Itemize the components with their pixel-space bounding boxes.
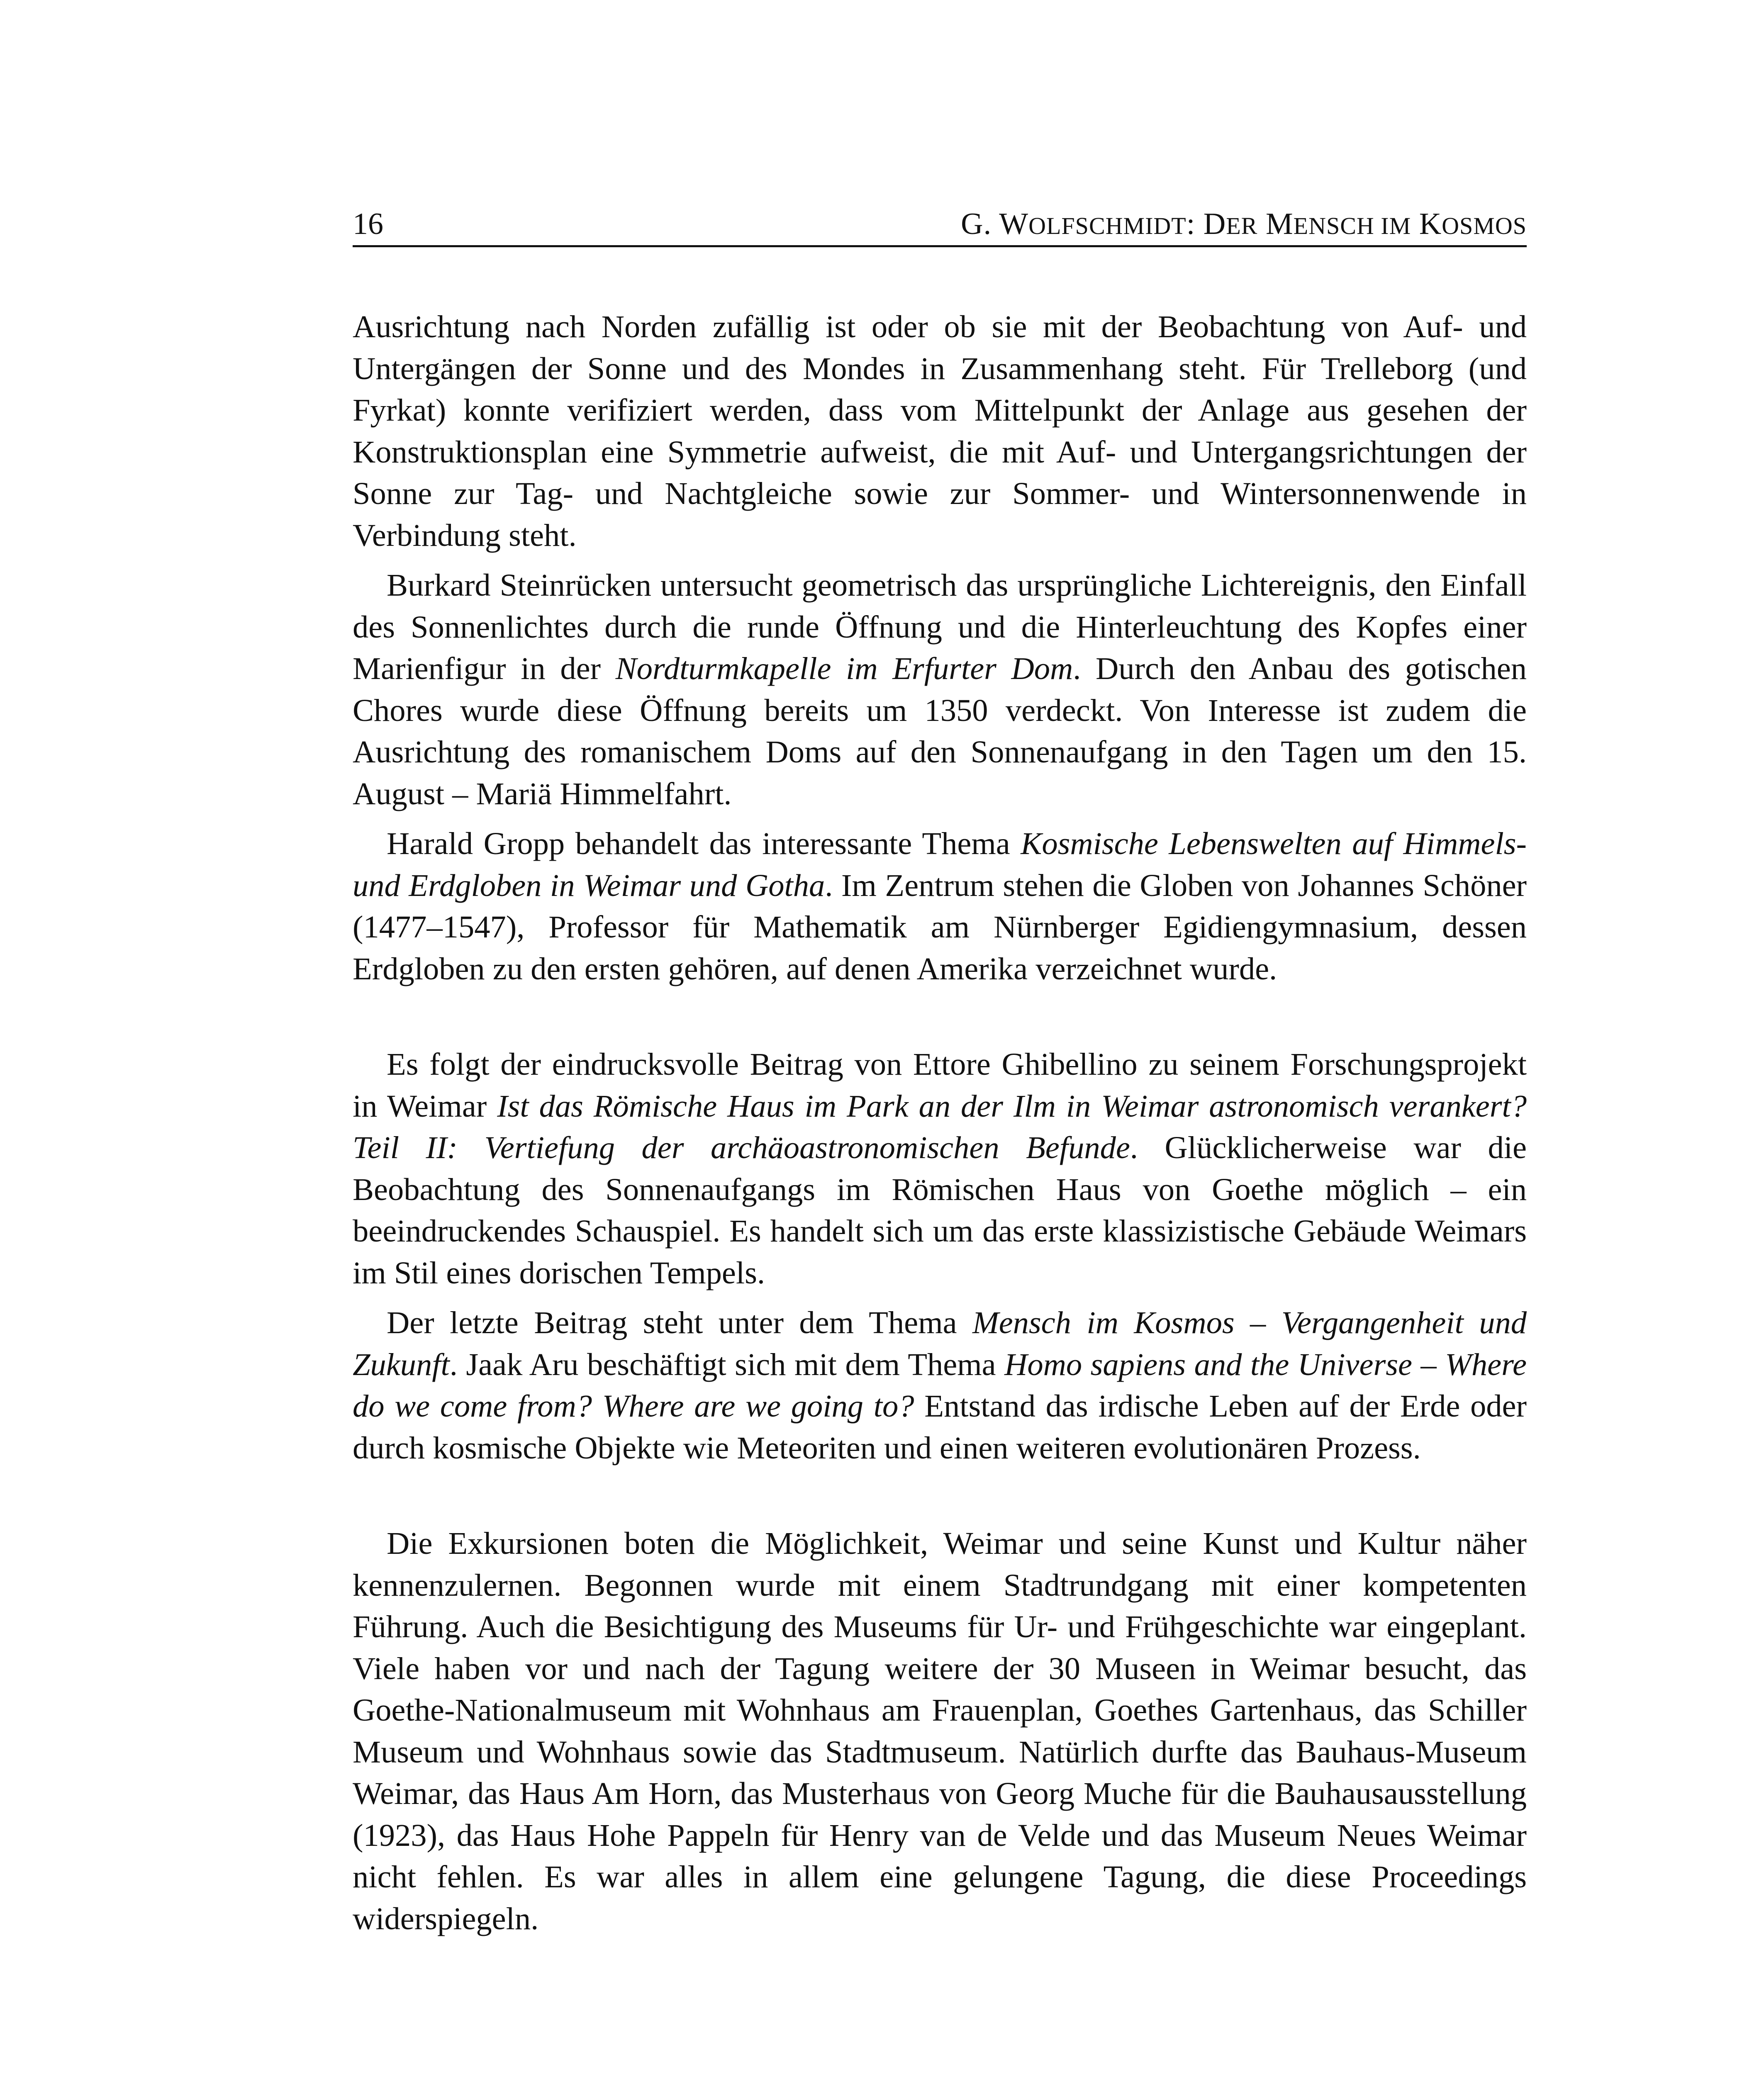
paragraph-text: . Durch den Anbau des gotischen Chores wurde diese Öffnung bereits um 1350 verdeckt. Von Interesse ist zudem die Ausrichtung des romanischem Doms auf den Sonnenaufgang in den Tagen um den 15. August – Mariä Himmelfahrt. [353,651,1527,811]
paragraph [353,1302,1527,1469]
running-title-part: ENSCH IM [1293,212,1411,239]
running-header [353,207,1527,247]
paragraph [353,823,1527,990]
italic-title: Kosmische Lebenswelten auf Himmels- und Erdgloben in Weimar und Gotha [353,826,1527,903]
running-title-part: K [1411,207,1442,241]
paragraph-text: Entstand das irdische Leben auf der Erde oder durch kosmische Objekte wie Meteoriten und einen weiteren evolutionären Prozess. [353,1388,1527,1465]
italic-title: Ist das Römische Haus im Park an der Ilm in Weimar astronomisch verankert? Teil II: Vertiefung der archäoastronomischen Befunde [353,1088,1527,1165]
running-title-part: ER [1226,212,1258,239]
italic-title: Mensch im Kosmos – Vergangenheit und Zukunft [353,1305,1527,1382]
running-title [961,209,1527,239]
paragraph [353,1044,1527,1294]
paragraph [353,1523,1527,1940]
page-number: 16 [353,207,383,241]
running-title-part: OSMOS [1442,212,1527,239]
paragraph-text: . Glücklicherweise war die Beobachtung des Sonnenaufgangs im Römischen Haus von Goethe möglich – ein beeindruckendes Schauspiel. Es handelt sich um das erste klassizistische Gebäude Weimars im Stil eines dorischen Tempels. [353,1130,1527,1290]
paragraph-text: Ausrichtung nach Norden zufällig ist oder ob sie mit der Beobachtung von Auf- und Untergängen der Sonne und des Mondes in Zusammenhang steht. Für Trelleborg (und Fyrkat) konnte verifiziert werden, dass vom Mittelpunkt der Anlage aus gesehen der Konstruktionsplan eine Symmetrie aufweist, die mit Auf- und Untergangsrichtungen der Sonne zur Tag- und Nachtgleiche sowie zur Sommer- und Wintersonnenwende in Verbindung steht. [353,309,1527,553]
running-title-part: M [1257,207,1294,241]
running-title-part: G. W [961,207,1029,241]
italic-title: Nordturmkapelle im Erfurter Dom [615,651,1073,686]
paragraph-text: Burkard Steinrücken untersucht geometrisch das ursprüngliche Lichtereignis, den Einfall des Sonnenlichtes durch die runde Öffnung und die Hinterleuchtung des Kopfes einer Marienfigur in der [353,567,1527,686]
paragraph [353,306,1527,556]
paragraph-text: Die Exkursionen boten die Möglichkeit, Weimar und seine Kunst und Kultur näher kennenzulernen. Begonnen wurde mit einem Stadtrundgang mit einer kompetenten Führung. Auch die Besichtigung des Museums für Ur- und Frühgeschichte war eingeplant. Viele haben vor und nach der Tagung weitere der 30 Museen in Weimar besucht, das Goethe-Nationalmuseum mit Wohnhaus am Frauenplan, Goethes Gartenhaus, das Schiller Museum und Wohnhaus sowie das Stadtmuseum. Natürlich durfte das Bauhaus-Museum Weimar, das Haus Am Horn, das Musterhaus von Georg Muche für die Bauhausausstellung (1923), das Haus Hohe Pappeln für Henry van de Velde und das Museum Neues Weimar nicht fehlen. Es war alles in allem eine gelungene Tagung, die diese Proceedings widerspiegeln. [353,1526,1527,1936]
paragraph-text: Es folgt der eindrucksvolle Beitrag von Ettore Ghibellino zu seinem Forschungsprojekt in Weimar [353,1047,1527,1124]
paragraph-text: Der letzte Beitrag steht unter dem Thema [387,1305,972,1340]
body-text [353,306,1527,1940]
running-title-part: OLFSCHMIDT [1028,212,1187,239]
italic-title: Homo sapiens and the Universe – Where do we come from? Where are we going to? [353,1346,1527,1424]
paragraph-text: . Jaak Aru beschäftigt sich mit dem Thema [449,1346,1005,1382]
paragraph-text: Harald Gropp behandelt das interessante Thema [387,826,1021,861]
running-title-part: : D [1186,207,1226,241]
paragraph [353,565,1527,815]
paragraph-text: . Im Zentrum stehen die Globen von Johannes Schöner (1477–1547), Professor für Mathematik am Nürnberger Egidiengymnasium, dessen Erdgloben zu den ersten gehören, auf denen Amerika verzeichnet wurde. [353,867,1527,986]
